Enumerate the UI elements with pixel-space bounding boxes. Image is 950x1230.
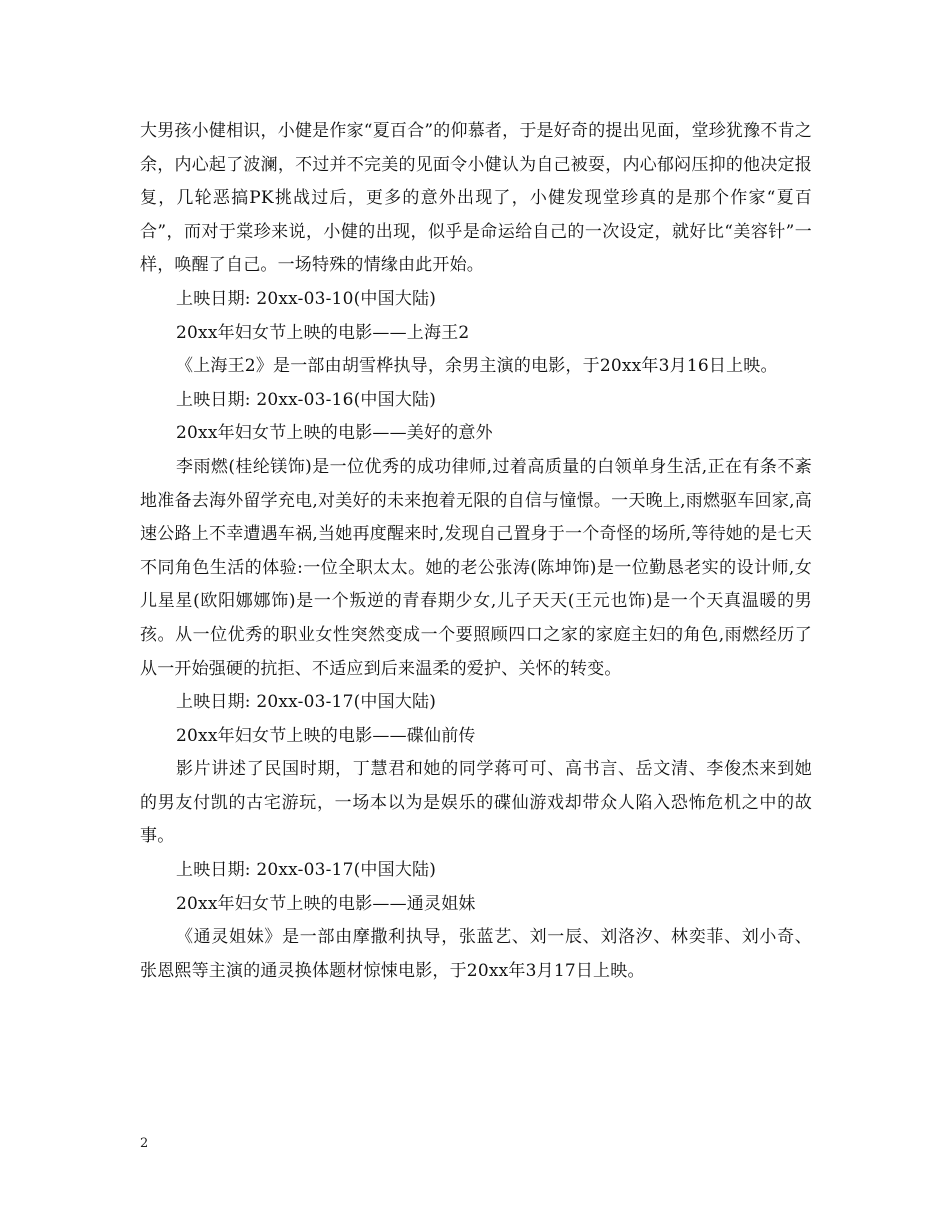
movie-heading-meihao-de-yiwai: 20xx年妇女节上映的电影——美好的意外 — [176, 423, 493, 444]
paragraph-tongling-jiemei: 《通灵姐妹》是一部由摩撒利执导，张蓝艺、刘一辰、刘洛汐、林奕菲、刘小奇、张恩熙等主演的通灵换体题材惊悚电影，于20xx年3月17日上映。 — [140, 927, 812, 981]
movie-heading-tongling-jiemei: 20xx年妇女节上映的电影——通灵姐妹 — [176, 893, 476, 914]
document-body — [140, 115, 812, 988]
movie-heading-shanghai-wang-2: 20xx年妇女节上映的电影——上海王2 — [176, 322, 470, 343]
release-date-line: 上映日期: 20xx-03-17(中国大陆) — [176, 692, 437, 713]
movie-heading-diexian-qianzhuan: 20xx年妇女节上映的电影——碟仙前传 — [176, 725, 476, 746]
paragraph-shanghai-wang-2: 《上海王2》是一部由胡雪桦执导，余男主演的电影，于20xx年3月16日上映。 — [176, 356, 778, 377]
paragraph-diexian-qianzhuan: 影片讲述了民国时期，丁慧君和她的同学蒋可可、高书言、岳文清、李俊杰来到她的男友付凯的古宅游玩，一场本以为是娱乐的碟仙游戏却带众人陷入恐怖危机之中的故事。 — [140, 759, 812, 847]
paragraph-continued-synopsis: 大男孩小健相识，小健是作家“夏百合”的仰慕者，于是好奇的提出见面，堂珍犹豫不肯之余，内心起了波澜，不过并不完美的见面令小健认为自己被耍，内心郁闷压抑的他决定报复，几轮恶搞PK挑战过后，更多的意外出现了，小健发现堂珍真的是那个作家“夏百合”，而对于棠珍来说，小健的出现，似乎是命运给自己的一次设定，就好比“美容针”一样，唤醒了自己。一场特殊的情缘由此开始。 — [140, 121, 812, 276]
page-number: 2 — [140, 1136, 149, 1151]
paragraph-meihao-de-yiwai: 李雨燃(桂纶镁饰)是一位优秀的成功律师,过着高质量的白领单身生活,正在有条不紊地准备去海外留学充电,对美好的未来抱着无限的自信与憧憬。一天晚上,雨燃驱车回家,高速公路上不幸遭遇车祸,当她再度醒来时,发现自己置身于一个奇怪的场所,等待她的是七天不同角色生活的体验:一位全职太太。她的老公张涛(陈坤饰)是一位勤恳老实的设计师,女儿星星(欧阳娜娜饰)是一个叛逆的青春期少女,儿子天天(王元也饰)是一个天真温暖的男孩。从一位优秀的职业女性突然变成一个要照顾四口之家的家庭主妇的角色,雨燃经历了从一开始强硬的抗拒、不适应到后来温柔的爱护、关怀的转变。 — [140, 456, 812, 679]
release-date-line: 上映日期: 20xx-03-16(中国大陆) — [176, 389, 437, 410]
release-date-line: 上映日期: 20xx-03-17(中国大陆) — [176, 860, 437, 881]
release-date-line: 上映日期: 20xx-03-10(中国大陆) — [176, 288, 437, 309]
